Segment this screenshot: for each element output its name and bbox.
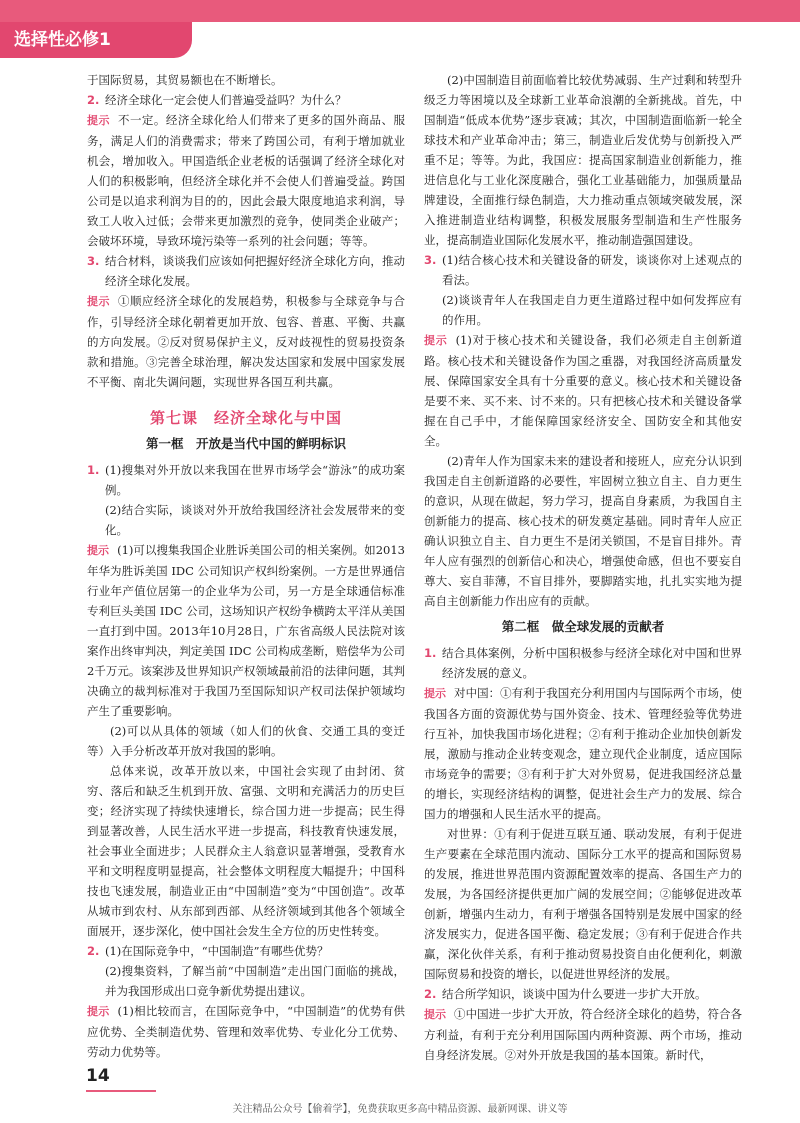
- hint-label: 提示: [87, 114, 110, 127]
- s1-question-1a: 1. (1)搜集对外开放以来我国在世界市场学会“游泳”的成功案例。: [87, 463, 405, 497]
- footer-note: 关注精品公众号【偷着学】，免费获取更多高中精品资源、最新网课、讲义等: [232, 1104, 568, 1115]
- right-column: [424, 70, 742, 1065]
- s2-question-1: 1. 结合具体案例，分析中国积极参与经济全球化对中国和世界经济发展的意义。: [424, 646, 742, 680]
- page-number: 14: [86, 1066, 110, 1086]
- book-title: 选择性必修1: [0, 22, 192, 58]
- question-2: 2. 经济全球化一定会使人们普遍受益吗？为什么？: [87, 93, 347, 107]
- header-bar: [0, 0, 800, 22]
- hint-label: 提示: [87, 544, 110, 557]
- s1-hint-3-part2: (2)青年人作为国家未来的建设者和接班人，应充分认识到我国走自主创新道路的必要性，牢固树立独立自主、自力更生的意识，从现在做起，努力学习，提高自身素质，为我国自主创新能力的提高、核心技术的研发奠定基础。同时青年人应正确认识独立自主、自力更生不是闭关锁国，不是盲目排外。青年人应有强烈的创新信心和决心，增强使命感，但也不要妄自尊大、妄自菲薄，不盲目排外，要脚踏实地，扎扎实实地为提高自主创新能力作出应有的贡献。: [424, 454, 742, 608]
- continued-line: 于国际贸易，其贸易额也在不断增长。: [87, 73, 283, 87]
- s1-question-3b: (2)谈谈青年人在我国走自力更生道路过程中如何发挥应有的作用。: [442, 293, 742, 327]
- s1-question-3a: 3. (1)结合核心技术和关键设备的研发，谈谈你对上述观点的看法。: [424, 253, 742, 287]
- section-title-2: 第二框 做全球发展的贡献者: [501, 619, 665, 634]
- hint-2: 提示 不一定。经济全球化给人们带来了更多的国外商品、服务，满足人们的消费需求；带来了跨国公司，有利于增加就业机会，增加收入。甲国造纸企业老板的话强调了经济全球化对人们的积极影响，但经济全球化并不会使人们普遍受益。跨国公司是以追求利润为目的的，因此会最大限度地追求利润，导致工人收入过低；会带来更加激烈的竞争，使同类企业破产；会破坏环境，导致环境污染等一系列的社会问题；等等。: [87, 113, 406, 248]
- s1-question-2b: (2)搜集资料，了解当前“中国制造”走出国门面临的挑战，并为我国形成出口竞争新优势提出建议。: [105, 964, 405, 998]
- s2-hint-2: 提示 ①中国进一步扩大开放，符合经济全球化的趋势，符合各方利益，有利于充分利用国际国内两种资源、两个市场，推动自身经济发展。②对外开放是我国的基本国策。新时代，: [424, 1007, 743, 1062]
- s1-hint-1-part2: (2)可以从具体的领域（如人们的伙食、交通工具的变迁等）入手分析改革开放对我国的影响。: [87, 724, 405, 758]
- s2-hint-1: 提示 对中国：①有利于我国充分利用国内与国际两个市场，使我国各方面的资源优势与国外资金、技术、管理经验等优势进行互补，加快我国市场化进程；②有利于推动企业加快创新发展，激励与推动企业转变观念，建立现代企业制度，适应国际市场竞争的需要；③有利于扩大对外贸易，促进我国经济总量的增长，实现经济结构的调整，促进社会生产力的发展、综合国力的增强和人民生活水平的提高。: [424, 686, 743, 821]
- left-column: [87, 70, 405, 1062]
- page-number-underline: [86, 1090, 156, 1092]
- s2-hint-1-part2: 对世界：①有利于促进互联互通、联动发展，有利于促进生产要素在全球范围内流动、国际分工水平的提高和国际贸易的发展，推进世界范围内资源配置效率的提高、各国生产力的发展，为各国经济提供更加广阔的发展空间；②能够促进改革创新，增强内生动力，有利于增强各国特别是发展中国家的经济发展实力，促进各国平衡、稳定发展；③有利于促进合作共赢，深化伙伴关系，有利于推动贸易投资自由化便利化，刺激国际贸易和投资的增长，以促进世界经济的发展。: [424, 827, 742, 981]
- hint-label: 提示: [424, 687, 447, 700]
- lesson-title: 第七课 经济全球化与中国: [149, 409, 342, 427]
- s1-hint-1-part3: 总体来说，改革开放以来，中国社会实现了由封闭、贫穷、落后和缺乏生机到开放、富强、文明和充满活力的历史巨变；经济实现了持续快速增长，综合国力进一步提高；民生得到显著改善，人民生活水平进一步提高，科技教育快速发展，社会事业全面进步；人民群众主人翁意识显著增强，受教育水平和文明程度明显提高，社会整体文明程度大幅提升；中国科技也飞速发展，制造业正由“中国制造”变为“中国创造”。改革从城市到农村、从东部到西部、从经济领域到其他各个领域全面展开，逐步深化，使中国社会发生全方位的历史性转变。: [87, 764, 405, 938]
- hint-label: 提示: [424, 334, 448, 347]
- s1-question-2a: 2. (1)在国际竞争中，“中国制造”有哪些优势？: [87, 944, 329, 958]
- s1-hint-2: 提示 (1)相比较而言，在国际竞争中，“中国制造”的优势有供应优势、全类制造优势、管理和效率优势、专业化分工优势、劳动力优势等。: [87, 1004, 406, 1059]
- s1-hint-2-part2: (2)中国制造目前面临着比较优势减弱、生产过剩和转型升级乏力等困境以及全球新工业革命浪潮的全新挑战。首先，中国制造“低成本优势”逐步衰减；其次，中国制造面临新一轮全球技术和产业革命冲击；第三，制造业后发优势与创新投入严重不足；等等。为此，我国应：提高国家制造业创新能力，推进信息化与工业化深度融合，强化工业基础能力，加强质量品牌建设，全面推行绿色制造，大力推动重点领域突破发展，深入推进制造业结构调整，积极发展服务型制造和生产性服务业，提高制造业国际化发展水平，推动制造强国建设。: [424, 73, 742, 247]
- s1-question-1b: (2)结合实际，谈谈对外开放给我国经济社会发展带来的变化。: [105, 503, 405, 537]
- hint-label: 提示: [424, 1008, 447, 1021]
- question-3: 3. 结合材料，谈谈我们应该如何把握好经济全球化方向，推动经济全球化发展。: [87, 254, 405, 288]
- section-title-1: 第一框 开放是当代中国的鲜明标识: [145, 436, 346, 451]
- s1-hint-3: 提示 (1)对于核心技术和关键设备，我们必须走自主创新道路。核心技术和关键设备作为国之重器，对我国经济高质量发展、保障国家安全具有十分重要的意义。核心技术和关键设备是要不来、买不来、讨不来的。只有把核心技术和关键设备掌握在自己手中，才能保障国家经济安全、国防安全和其他安全。: [424, 333, 742, 448]
- hint-label: 提示: [87, 295, 110, 308]
- hint-label: 提示: [87, 1005, 110, 1018]
- s1-hint-1: 提示 (1)可以搜集我国企业胜诉美国公司的相关案例。如2013年华为胜诉美国 IDC 公司知识产权纠纷案例。一方是世界通信行业年产值位居第一的企业华为公司，另一方是全球通信标准专利巨头美国 IDC 公司，这场知识产权纷争横跨太平洋从美国一直打到中国。2013年10月28日，广东省高级人民法院对该案作出终审判决，判定美国 IDC 公司构成垄断，赔偿华为公司2千万元。该案涉及世界知识产权领域最前沿的法律问题，其判决确立的裁判标准对于我国乃至国际知识产权司法保护领域均产生了重要影响。: [87, 543, 405, 718]
- s2-question-2: 2. 结合所学知识，谈谈中国为什么要进一步扩大开放。: [424, 987, 707, 1001]
- hint-3: 提示 ①顺应经济全球化的发展趋势，积极参与全球竞争与合作，引导经济全球化朝着更加开放、包容、普惠、平衡、共赢的方向发展。②反对贸易保护主义，反对歧视性的贸易投资条款和措施。③完善全球治理，解决发达国家和发展中国家发展不平衡、南北失调问题，实现世界各国互利共赢。: [87, 294, 406, 389]
